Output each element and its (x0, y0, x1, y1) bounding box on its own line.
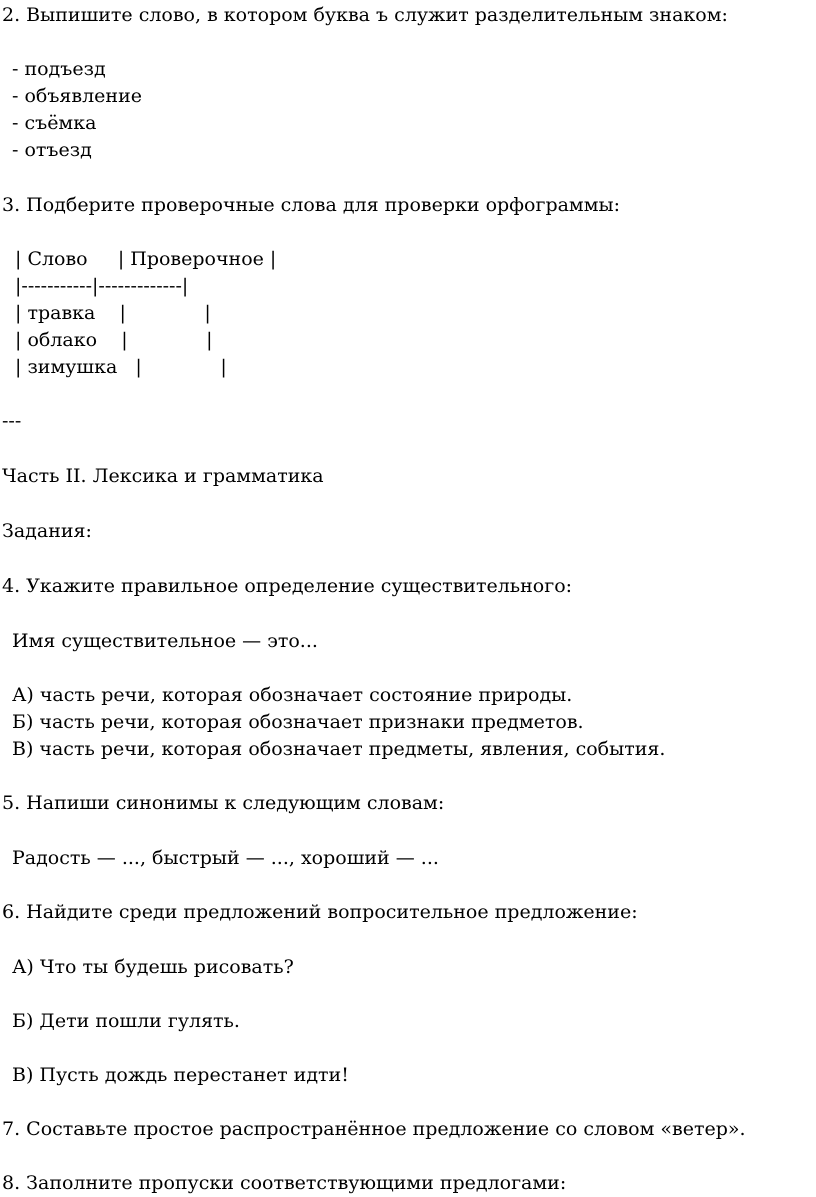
task4-title: 4. Укажите правильное определение существительного: (2, 575, 573, 597)
part2-heading: Часть II. Лексика и грамматика (2, 465, 324, 487)
task2-option-1: - подъезд (12, 58, 106, 80)
task4-option-a: А) часть речи, которая обозначает состояние природы. (12, 684, 573, 706)
task7-title: 7. Составьте простое распространённое предложение со словом «ветер». (2, 1118, 746, 1140)
tasks-label: Задания: (2, 520, 92, 542)
task3-table-header: | Слово | Проверочное | (15, 248, 277, 270)
task4-prompt: Имя существительное — это... (12, 630, 318, 652)
task3-table-row: | травка | | (15, 302, 211, 324)
task3-table-divider: |-----------|-------------| (15, 275, 189, 297)
task6-option-c: В) Пусть дождь перестанет идти! (12, 1064, 349, 1086)
task5-title: 5. Напиши синонимы к следующим словам: (2, 792, 445, 814)
task2-option-3: - съёмка (12, 112, 97, 134)
task3-table-row: | зимушка | | (15, 356, 227, 378)
task6-option-a: А) Что ты будешь рисовать? (12, 956, 294, 978)
task3-table-row: | облако | | (15, 329, 213, 351)
task8-title: 8. Заполните пропуски соответствующими предлогами: (2, 1172, 567, 1194)
task2-option-2: - объявление (12, 85, 142, 107)
task4-option-b: Б) часть речи, которая обозначает признаки предметов. (12, 711, 584, 733)
task5-prompt: Радость — ..., быстрый — ..., хороший — ... (12, 847, 439, 869)
separator: --- (2, 410, 22, 432)
task2-option-4: - отъезд (12, 139, 92, 161)
task4-option-c: В) часть речи, которая обозначает предметы, явления, события. (12, 738, 666, 760)
task2-title: 2. Выпишите слово, в котором буква ъ служит разделительным знаком: (2, 4, 728, 26)
task3-title: 3. Подберите проверочные слова для проверки орфограммы: (2, 194, 621, 216)
task6-option-b: Б) Дети пошли гулять. (12, 1010, 240, 1032)
task6-title: 6. Найдите среди предложений вопросительное предложение: (2, 901, 638, 923)
